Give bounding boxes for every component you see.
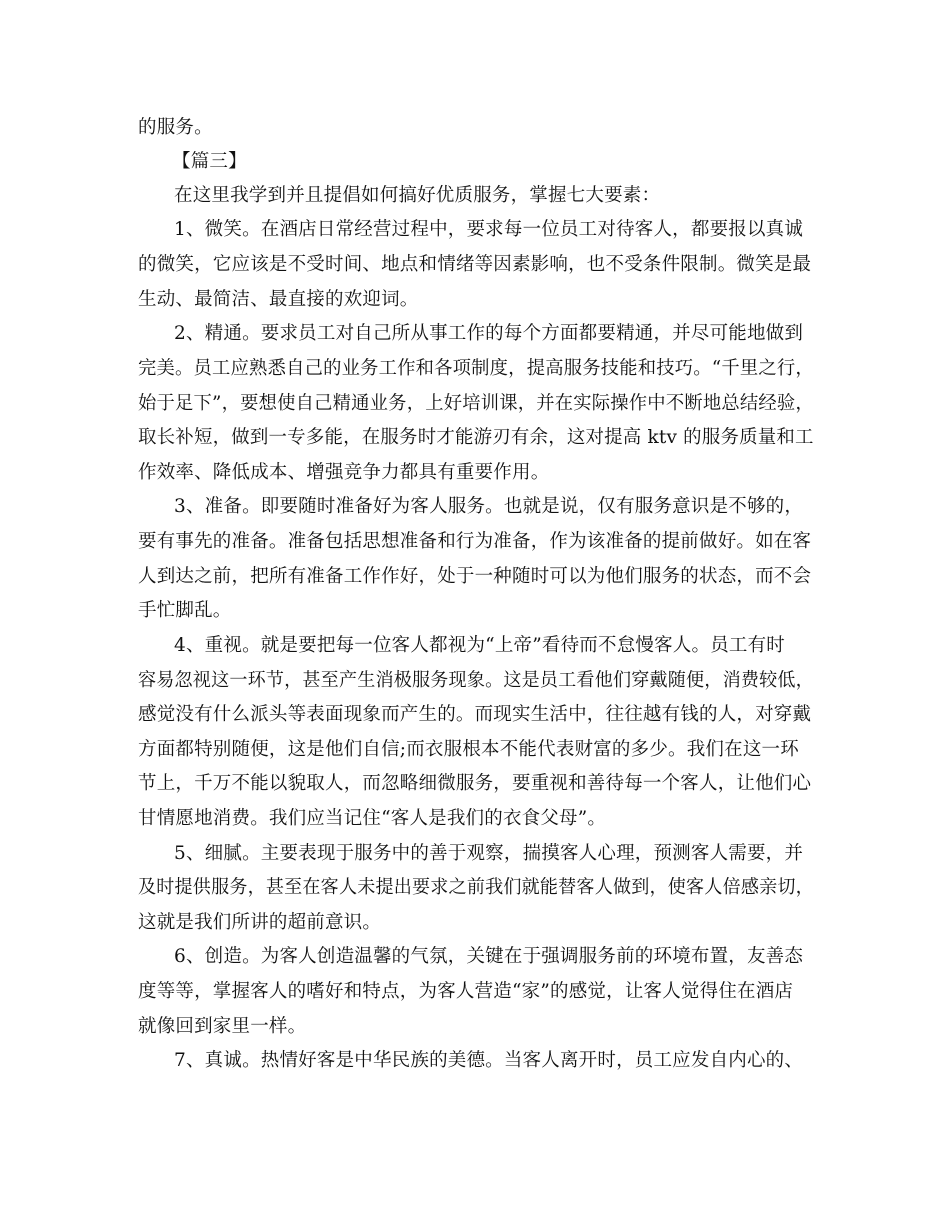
text-line: 这就是我们所讲的超前意识。 (138, 912, 382, 933)
text-line: 手忙脚乱。 (138, 600, 232, 621)
text-line: 在这里我学到并且提倡如何搞好优质服务，掌握七大要素： (174, 185, 661, 206)
text-line: 3、准备。即要随时准备好为客人服务。也就是说，仅有服务意识是不够的， (174, 496, 804, 517)
text-line: 6、创造。为客人创造温馨的气氛，关键在于强调服务前的环境布置，友善态 (174, 946, 804, 967)
text-line: 方面都特别随便，这是他们自信;而衣服根本不能代表财富的多少。我们在这一环 (138, 739, 799, 760)
text-line: 完美。员工应熟悉自己的业务工作和各项制度，提高服务技能和技巧。“千里之行， (138, 358, 814, 379)
section-heading: 【篇三】 (172, 151, 247, 172)
text-line: 度等等，掌握客人的嗜好和特点，为客人营造“家”的感觉，让客人觉得住在酒店 (138, 981, 794, 1002)
text-line: 的服务。 (138, 117, 213, 138)
text-line: 的微笑，它应该是不受时间、地点和情绪等因素影响，也不受条件限制。微笑是最 (138, 254, 812, 275)
text-line: 1、微笑。在酒店日常经营过程中，要求每一位员工对待客人，都要报以真诚 (174, 219, 804, 240)
text-line: 2、精通。要求员工对自己所从事工作的每个方面都要精通，并尽可能地做到 (174, 323, 804, 344)
text-line: 始于足下”，要想使自己精通业务，上好培训课，并在实际操作中不断地总结经验， (138, 393, 814, 414)
text-line: 4、重视。就是要把每一位客人都视为“上帝”看待而不怠慢客人。员工有时 (174, 635, 785, 656)
text-line: 就像回到家里一样。 (138, 1016, 307, 1037)
text-line: 7、真诚。热情好客是中华民族的美德。当客人离开时，员工应发自内心的、 (174, 1050, 804, 1071)
text-line: 甘情愿地消费。我们应当记住“客人是我们的衣食父母”。 (138, 808, 607, 829)
text-line: 及时提供服务，甚至在客人未提出要求之前我们就能替客人做到，使客人倍感亲切， (138, 877, 814, 898)
text-line: 生动、最简洁、最直接的欢迎词。 (138, 289, 419, 310)
text-line: 取长补短，做到一专多能，在服务时才能游刃有余，这对提高 ktv 的服务质量和工 (138, 427, 814, 448)
text-line: 节上，千万不能以貌取人，而忽略细微服务，要重视和善待每一个客人，让他们心 (138, 773, 812, 794)
text-line: 容易忽视这一环节，甚至产生消极服务现象。这是员工看他们穿戴随便，消费较低， (138, 670, 814, 691)
text-line: 5、细腻。主要表现于服务中的善于观察，揣摸客人心理，预测客人需要，并 (174, 843, 804, 864)
text-line: 人到达之前，把所有准备工作作好，处于一种随时可以为他们服务的状态，而不会 (138, 566, 812, 587)
text-line: 要有事先的准备。准备包括思想准备和行为准备，作为该准备的提前做好。如在客 (138, 531, 812, 552)
text-line: 作效率、降低成本、增强竞争力都具有重要作用。 (138, 462, 550, 483)
text-line: 感觉没有什么派头等表面现象而产生的。而现实生活中，往往越有钱的人，对穿戴 (138, 704, 812, 725)
